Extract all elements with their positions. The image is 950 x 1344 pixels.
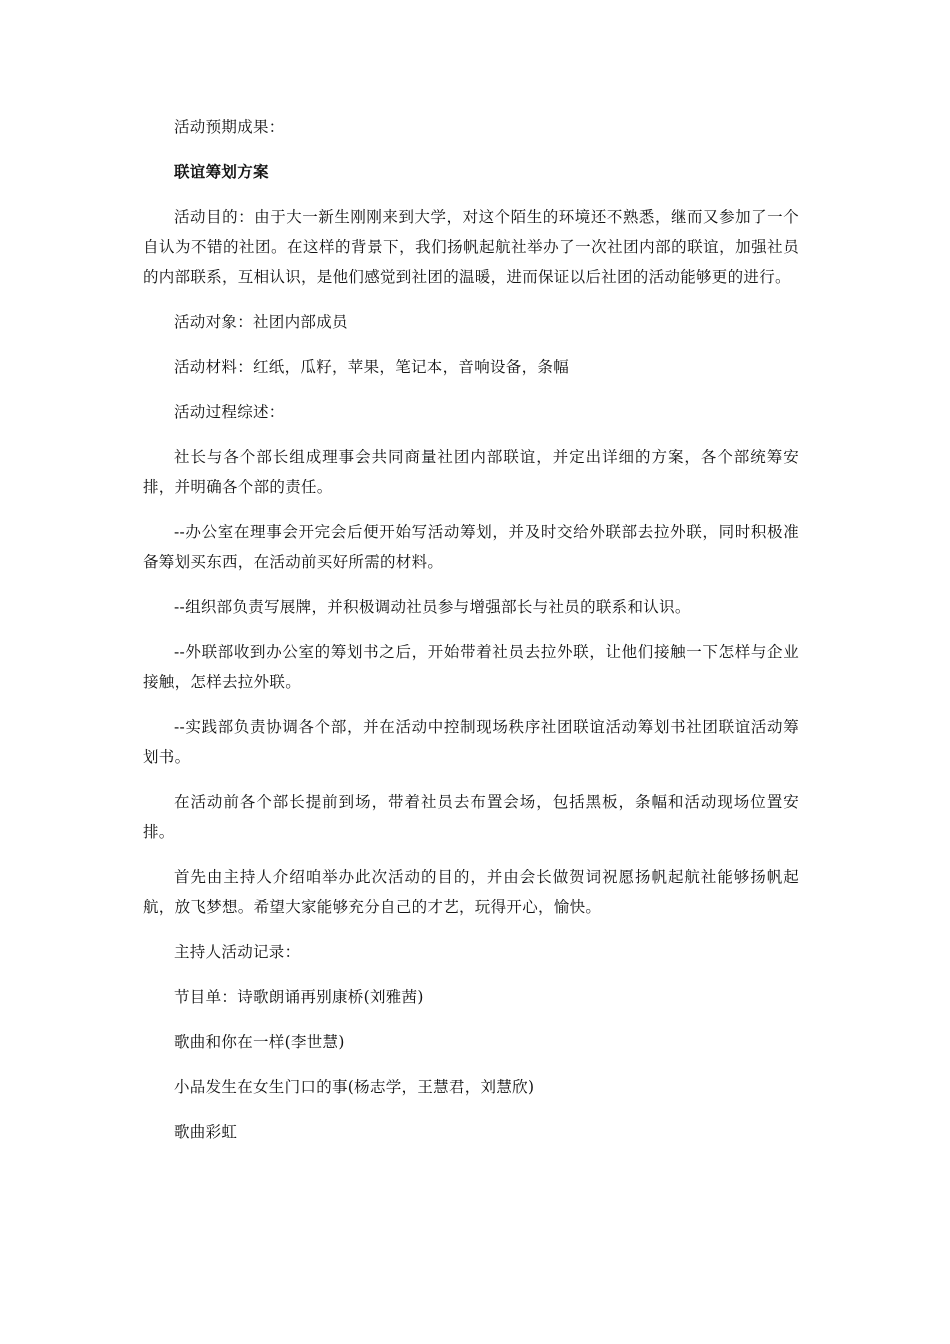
paragraph-process-title: 活动过程综述： <box>174 403 285 421</box>
program-item: 歌曲彩虹 <box>174 1123 238 1141</box>
program-item: 小品发生在女生门口的事(杨志学，王慧君，刘慧欣) <box>174 1078 535 1096</box>
paragraph-target: 活动对象：社团内部成员 <box>174 313 348 331</box>
paragraph-external-duty: --外联部收到办公室的筹划书之后，开始带着社员去拉外联，让他们接触一下怎样与企业接触，怎样去拉外联。 <box>143 643 799 691</box>
paragraph-expected-results: 活动预期成果： <box>174 118 285 136</box>
paragraph-process-overview: 社长与各个部长组成理事会共同商量社团内部联谊，并定出详细的方案，各个部统筹安排，并明确各个部的责任。 <box>143 448 799 496</box>
paragraph-materials: 活动材料：红纸，瓜籽，苹果，笔记本，音响设备，条幅 <box>174 358 570 376</box>
paragraph-organization-duty: --组织部负责写展牌，并积极调动社员参与增强部长与社员的联系和认识。 <box>174 598 691 616</box>
paragraph-venue-setup: 在活动前各个部长提前到场，带着社员去布置会场，包括黑板，条幅和活动现场位置安排。 <box>143 793 799 841</box>
document-body <box>143 112 799 1162</box>
paragraph-purpose: 活动目的：由于大一新生刚刚来到大学，对这个陌生的环境还不熟悉，继而又参加了一个自认为不错的社团。在这样的背景下，我们扬帆起航社举办了一次社团内部的联谊，加强社员的内部联系，互相认识，是他们感觉到社团的温暖，进而保证以后社团的活动能够更的进行。 <box>143 208 799 286</box>
program-item: 节目单：诗歌朗诵再别康桥(刘雅茜) <box>174 988 424 1006</box>
paragraph-office-duty: --办公室在理事会开完会后便开始写活动筹划，并及时交给外联部去拉外联，同时积极准备筹划买东西，在活动前买好所需的材料。 <box>143 523 799 571</box>
program-item: 歌曲和你在一样(李世慧) <box>174 1033 345 1051</box>
paragraph-practice-duty: --实践部负责协调各个部，并在活动中控制现场秩序社团联谊活动筹划书社团联谊活动筹划书。 <box>143 718 799 766</box>
section-heading: 联谊筹划方案 <box>174 163 269 181</box>
paragraph-host-record: 主持人活动记录： <box>174 943 301 961</box>
paragraph-opening: 首先由主持人介绍咱举办此次活动的目的，并由会长做贺词祝愿扬帆起航社能够扬帆起航，放飞梦想。希望大家能够充分自己的才艺，玩得开心，愉快。 <box>143 868 799 916</box>
